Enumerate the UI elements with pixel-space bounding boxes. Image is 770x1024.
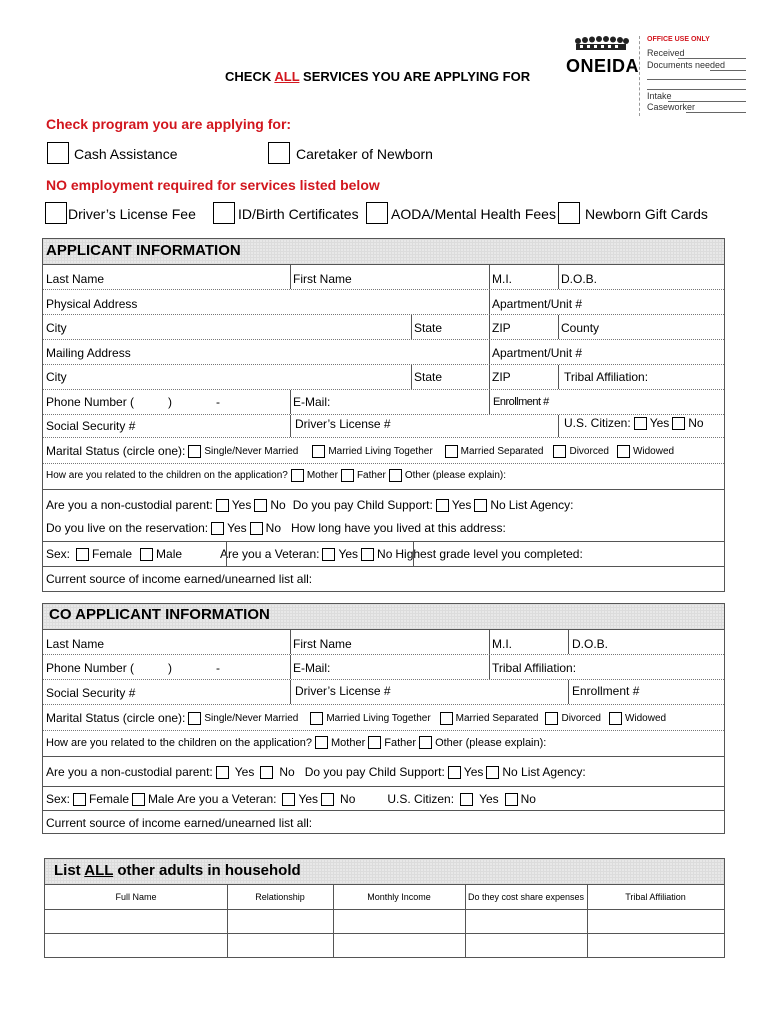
applicant-father-label: Father	[356, 470, 386, 481]
applicant-sex-row	[46, 547, 586, 561]
coapplicant-single-label: Single/Never Married	[204, 712, 299, 724]
applicant-grade-label: Highest grade level you completed:	[395, 547, 583, 561]
coapplicant-veteran-yes-label: Yes	[298, 792, 319, 806]
coapplicant-citizen-yes-label: Yes	[479, 792, 499, 806]
coapplicant-income-label: Current source of income earned/unearned list all:	[46, 816, 313, 830]
coapplicant-citizen-yes-checkbox[interactable]	[460, 793, 473, 806]
coapplicant-noncustodial-yes-checkbox[interactable]	[216, 766, 229, 779]
office-caseworker-label: Caseworker	[647, 102, 696, 112]
applicant-other-label: Other (please explain):	[404, 470, 507, 481]
coapplicant-married-living-checkbox[interactable]	[310, 712, 323, 725]
oneida-logo-mark	[570, 36, 632, 54]
applicant-female-label: Female	[92, 547, 133, 561]
coapplicant-support-no-checkbox[interactable]	[486, 766, 499, 779]
applicant-mother-checkbox[interactable]	[291, 469, 304, 482]
applicant-zip2-label: ZIP	[492, 370, 511, 384]
coapplicant-citizen-no-checkbox[interactable]	[505, 793, 518, 806]
applicant-drivers-license-label: Driver’s License #	[295, 417, 391, 431]
applicant-apt-label: Apartment/Unit #	[492, 297, 583, 311]
coapplicant-noncustodial-no-checkbox[interactable]	[260, 766, 273, 779]
applicant-reservation-yes-checkbox[interactable]	[211, 522, 224, 535]
adults-row-2-name-cell[interactable]	[46, 934, 226, 956]
applicant-phone-label: Phone Number ( ) -	[46, 395, 221, 409]
coapplicant-title: CO APPLICANT INFORMATION	[49, 606, 270, 623]
coapplicant-ssn-label: Social Security #	[46, 686, 136, 700]
coapplicant-noncustodial-label: Are you a non-custodial parent:	[46, 765, 213, 779]
applicant-mailing-address-label: Mailing Address	[46, 346, 131, 360]
oneida-logo-text: ONEIDA	[566, 56, 640, 76]
coapplicant-single-checkbox[interactable]	[188, 712, 201, 725]
applicant-noncustodial-yes-label: Yes	[231, 498, 252, 512]
adults-col-full-name: Full Name	[115, 892, 157, 902]
coapplicant-widowed-checkbox[interactable]	[609, 712, 622, 725]
coapplicant-other-label: Other (please explain):	[435, 736, 547, 749]
coapplicant-sex-label: Sex:	[46, 792, 71, 806]
applicant-income-label: Current source of income earned/unearned list all:	[46, 572, 313, 586]
applicant-child-support-label: Do you pay Child Support:	[292, 498, 433, 512]
programs-heading: Check program you are applying for:	[46, 116, 292, 132]
office-divider	[639, 36, 640, 116]
aoda-checkbox[interactable]	[366, 202, 388, 224]
adults-col-cost-share: Do they cost share expenses	[467, 892, 585, 902]
applicant-married-living-checkbox[interactable]	[312, 445, 325, 458]
applicant-physical-address-label: Physical Address	[46, 297, 138, 311]
coapplicant-veteran-label: Are you a Veteran:	[177, 792, 277, 806]
applicant-citizen-yes-label: Yes	[649, 416, 670, 430]
applicant-support-yes-label: Yes	[451, 498, 472, 512]
applicant-first-name-label: First Name	[293, 272, 352, 286]
newborn-gift-label: Newborn Gift Cards	[585, 206, 708, 222]
coapplicant-noncustodial-row	[46, 765, 589, 779]
applicant-widowed-checkbox[interactable]	[617, 445, 630, 458]
applicant-ssn-label: Social Security #	[46, 419, 136, 433]
coapplicant-email-label: E-Mail:	[293, 661, 331, 675]
office-documents-line-2[interactable]	[647, 79, 746, 80]
applicant-apt2-label: Apartment/Unit #	[492, 346, 583, 360]
office-caseworker-line[interactable]	[686, 112, 746, 113]
applicant-married-living-label: Married Living Together	[328, 445, 433, 457]
adults-col-relationship: Relationship	[255, 892, 305, 902]
coapplicant-female-label: Female	[89, 792, 130, 806]
coapplicant-support-yes-checkbox[interactable]	[448, 766, 461, 779]
coapplicant-marital-row	[46, 711, 669, 725]
coapplicant-other-checkbox[interactable]	[419, 736, 432, 749]
coapplicant-phone-label: Phone Number ( ) -	[46, 661, 221, 675]
coapplicant-married-sep-label: Married Separated	[455, 712, 539, 724]
applicant-last-name-label: Last Name	[46, 272, 105, 286]
coapplicant-father-checkbox[interactable]	[368, 736, 381, 749]
applicant-divorced-checkbox[interactable]	[553, 445, 566, 458]
applicant-female-checkbox[interactable]	[76, 548, 89, 561]
applicant-marital-label: Marital Status (circle one):	[46, 444, 186, 458]
coapplicant-tribal-label: Tribal Affiliation:	[492, 661, 577, 675]
coapplicant-dob-label: D.O.B.	[572, 637, 609, 651]
applicant-veteran-label: Are you a Veteran:	[220, 547, 320, 561]
applicant-city-label: City	[46, 321, 67, 335]
applicant-married-sep-checkbox[interactable]	[445, 445, 458, 458]
drivers-fee-label: Driver’s License Fee	[68, 206, 196, 222]
applicant-noncustodial-no-checkbox[interactable]	[254, 499, 267, 512]
coapplicant-mi-label: M.I.	[492, 637, 512, 651]
office-received-label: Received	[647, 48, 685, 58]
id-birth-label: ID/Birth Certificates	[238, 206, 359, 222]
applicant-reservation-no-label: No	[265, 521, 282, 535]
applicant-state-label: State	[414, 321, 443, 335]
coapplicant-child-support-label: Do you pay Child Support:	[304, 765, 445, 779]
applicant-reservation-no-checkbox[interactable]	[250, 522, 263, 535]
applicant-veteran-no-label: No	[377, 547, 393, 561]
applicant-county-label: County	[561, 321, 600, 335]
coapplicant-male-label: Male	[148, 792, 175, 806]
applicant-list-agency-label: List Agency:	[508, 498, 574, 512]
applicant-single-checkbox[interactable]	[188, 445, 201, 458]
applicant-related-row	[46, 469, 509, 482]
applicant-noncustodial-yes-checkbox[interactable]	[216, 499, 229, 512]
adults-col-monthly-income: Monthly Income	[367, 892, 431, 902]
applicant-married-sep-label: Married Separated	[460, 445, 544, 457]
coapplicant-marital-label: Marital Status (circle one):	[46, 711, 186, 725]
cash-assistance-label: Cash Assistance	[74, 146, 178, 162]
coapplicant-female-checkbox[interactable]	[73, 793, 86, 806]
adults-col-tribal: Tribal Affiliation	[625, 892, 686, 902]
office-documents-line[interactable]	[710, 70, 746, 71]
coapplicant-veteran-no-label: No	[340, 792, 356, 806]
applicant-section	[42, 238, 725, 592]
coapplicant-enrollment-label: Enrollment #	[572, 684, 640, 698]
applicant-single-label: Single/Never Married	[204, 445, 299, 457]
office-documents-line-3[interactable]	[647, 89, 746, 90]
applicant-citizen-yes-checkbox[interactable]	[634, 417, 647, 430]
coapplicant-support-yes-label: Yes	[463, 765, 484, 779]
applicant-state2-label: State	[414, 370, 443, 384]
applicant-support-yes-checkbox[interactable]	[436, 499, 449, 512]
cash-assistance-checkbox[interactable]	[47, 142, 69, 164]
coapplicant-mother-label: Mother	[331, 736, 366, 749]
applicant-reservation-yes-label: Yes	[227, 521, 247, 535]
applicant-noncustodial-label: Are you a non-custodial parent:	[46, 498, 213, 512]
applicant-veteran-yes-label: Yes	[338, 547, 359, 561]
coapplicant-noncustodial-no-label: No	[279, 765, 295, 779]
applicant-divorced-label: Divorced	[569, 445, 609, 457]
applicant-male-label: Male	[156, 547, 183, 561]
applicant-widowed-label: Widowed	[632, 445, 675, 457]
coapplicant-sex-row	[46, 792, 539, 806]
coapplicant-divorced-label: Divorced	[561, 712, 601, 724]
applicant-veteran-yes-checkbox[interactable]	[322, 548, 335, 561]
applicant-citizen-no-checkbox[interactable]	[672, 417, 685, 430]
office-use-title: OFFICE USE ONLY	[647, 36, 710, 43]
adults-row-1-name-cell[interactable]	[46, 910, 226, 932]
no-employment-heading: NO employment required for services listed below	[46, 177, 380, 193]
applicant-mi-label: M.I.	[492, 272, 512, 286]
applicant-marital-row	[46, 444, 677, 458]
drivers-fee-checkbox[interactable]	[45, 202, 67, 224]
applicant-how-long-label: How long have you lived at this address:	[291, 521, 506, 535]
applicant-male-checkbox[interactable]	[140, 548, 153, 561]
coapplicant-married-sep-checkbox[interactable]	[440, 712, 453, 725]
applicant-dob-label: D.O.B.	[561, 272, 598, 286]
applicant-title: APPLICANT INFORMATION	[46, 242, 241, 259]
coapplicant-married-living-label: Married Living Together	[326, 712, 431, 724]
coapplicant-divorced-checkbox[interactable]	[545, 712, 558, 725]
applicant-city2-label: City	[46, 370, 67, 384]
applicant-citizen-no-label: No	[688, 416, 704, 430]
coapplicant-related-row	[46, 736, 549, 749]
coapplicant-no-list-agency-label: No List Agency:	[502, 765, 586, 779]
coapplicant-mother-checkbox[interactable]	[315, 736, 328, 749]
coapplicant-first-name-label: First Name	[293, 637, 352, 651]
coapplicant-us-citizen-label: U.S. Citizen:	[387, 792, 455, 806]
coapplicant-male-checkbox[interactable]	[132, 793, 145, 806]
caretaker-newborn-checkbox[interactable]	[268, 142, 290, 164]
adults-title: List ALL other adults in household	[54, 862, 301, 879]
applicant-noncustodial-row	[46, 498, 576, 512]
applicant-father-checkbox[interactable]	[341, 469, 354, 482]
applicant-other-checkbox[interactable]	[389, 469, 402, 482]
applicant-us-citizen-row	[564, 416, 707, 430]
aoda-label: AODA/Mental Health Fees	[391, 206, 556, 222]
applicant-reservation-row	[46, 521, 509, 535]
coapplicant-noncustodial-yes-label: Yes	[234, 765, 255, 779]
coapplicant-veteran-no-checkbox[interactable]	[321, 793, 334, 806]
applicant-noncustodial-no-label: No	[270, 498, 286, 512]
coapplicant-veteran-yes-checkbox[interactable]	[282, 793, 295, 806]
applicant-zip-label: ZIP	[492, 321, 511, 335]
applicant-us-citizen-label: U.S. Citizen:	[564, 416, 631, 430]
applicant-support-no-label: No	[490, 498, 506, 512]
id-birth-checkbox[interactable]	[213, 202, 235, 224]
office-received-line[interactable]	[678, 58, 746, 59]
applicant-veteran-no-checkbox[interactable]	[361, 548, 374, 561]
coapplicant-father-label: Father	[384, 736, 417, 749]
coapplicant-last-name-label: Last Name	[46, 637, 105, 651]
caretaker-newborn-label: Caretaker of Newborn	[296, 146, 433, 162]
applicant-enrollment-label: Enrollment #	[493, 396, 549, 408]
applicant-reservation-label: Do you live on the reservation:	[46, 521, 209, 535]
coapplicant-drivers-license-label: Driver’s License #	[295, 684, 391, 698]
office-intake-label: Intake	[647, 91, 672, 101]
coapplicant-citizen-no-label: No	[520, 792, 536, 806]
coapplicant-related-label: How are you related to the children on the application?	[46, 736, 313, 749]
newborn-gift-checkbox[interactable]	[558, 202, 580, 224]
applicant-related-label: How are you related to the children on the application?	[46, 470, 288, 481]
office-documents-label: Documents needed	[647, 60, 726, 70]
applicant-tribal-label: Tribal Affiliation:	[564, 370, 649, 384]
page-title: CHECK ALL SERVICES YOU ARE APPLYING FOR	[225, 69, 531, 84]
applicant-email-label: E-Mail:	[293, 395, 331, 409]
coapplicant-widowed-label: Widowed	[624, 712, 667, 724]
applicant-mother-label: Mother	[306, 470, 338, 481]
applicant-support-no-checkbox[interactable]	[474, 499, 487, 512]
applicant-sex-label: Sex:	[46, 547, 71, 561]
